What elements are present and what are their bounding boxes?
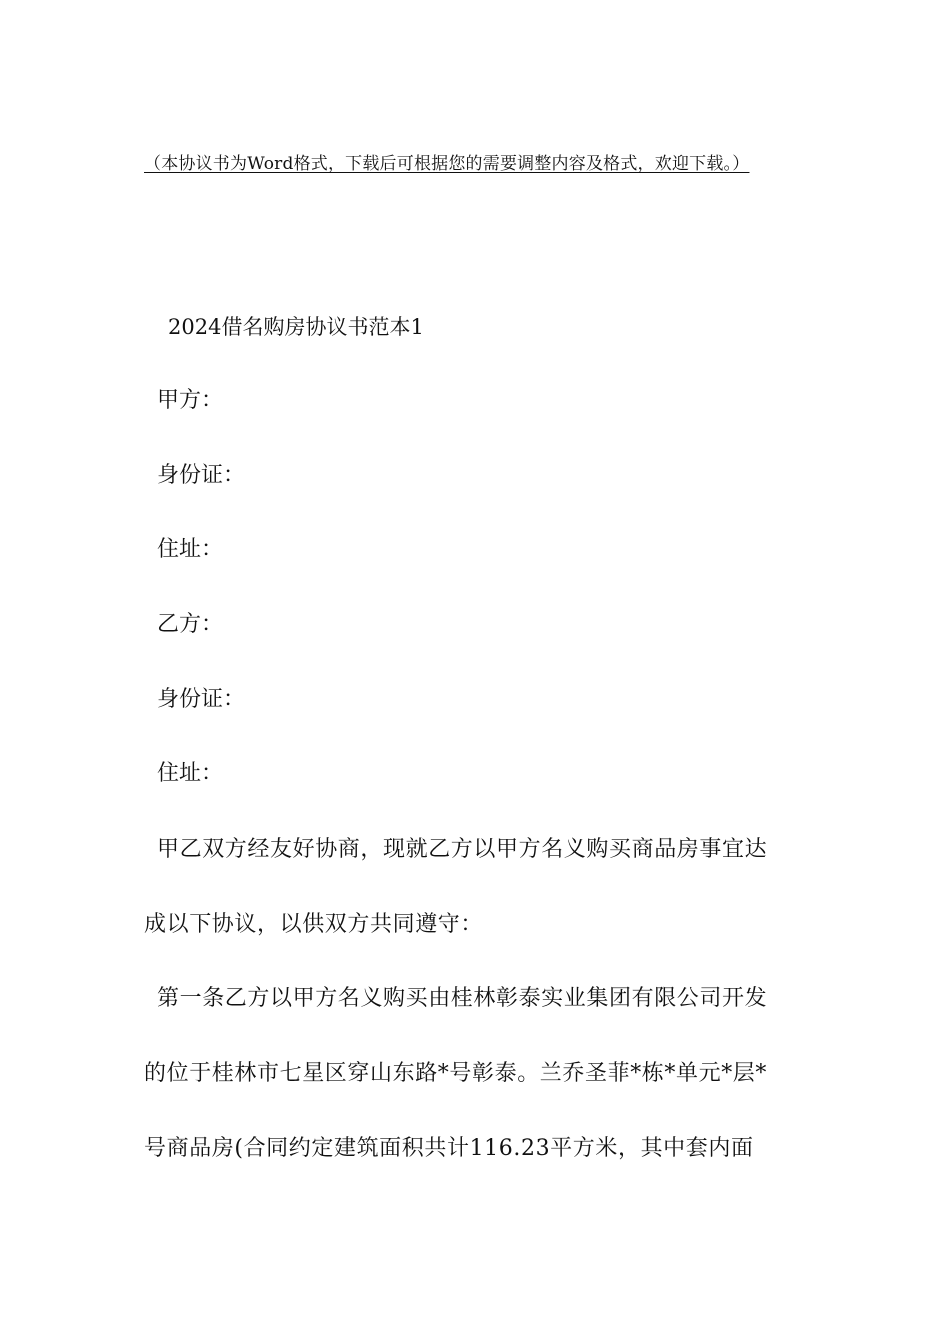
article-1-line-3: 号商品房(合同约定建筑面积共计116.23平方米，其中套内面 xyxy=(144,1136,754,1161)
intro-line-1: 甲乙双方经友好协商，现就乙方以甲方名义购买商品房事宜达 xyxy=(157,837,768,862)
party-a-id-label: 身份证： xyxy=(157,463,246,488)
party-a-label: 甲方： xyxy=(157,388,224,413)
article-1-line-2: 的位于桂林市七星区穿山东路*号彰泰。兰乔圣菲*栋*单元*层* xyxy=(144,1061,768,1086)
format-note: （本协议书为Word格式，下载后可根据您的需要调整内容及格式，欢迎下载。） xyxy=(144,154,750,174)
party-b-address-label: 住址： xyxy=(157,761,224,786)
article-1-line-1: 第一条乙方以甲方名义购买由桂林彰泰实业集团有限公司开发 xyxy=(157,986,768,1011)
party-b-id-label: 身份证： xyxy=(157,687,246,712)
intro-line-2: 成以下协议，以供双方共同遵守： xyxy=(144,912,484,937)
party-a-address-label: 住址： xyxy=(157,537,224,562)
document-title: 2024借名购房协议书范本1 xyxy=(168,315,424,339)
party-b-label: 乙方： xyxy=(157,612,224,637)
